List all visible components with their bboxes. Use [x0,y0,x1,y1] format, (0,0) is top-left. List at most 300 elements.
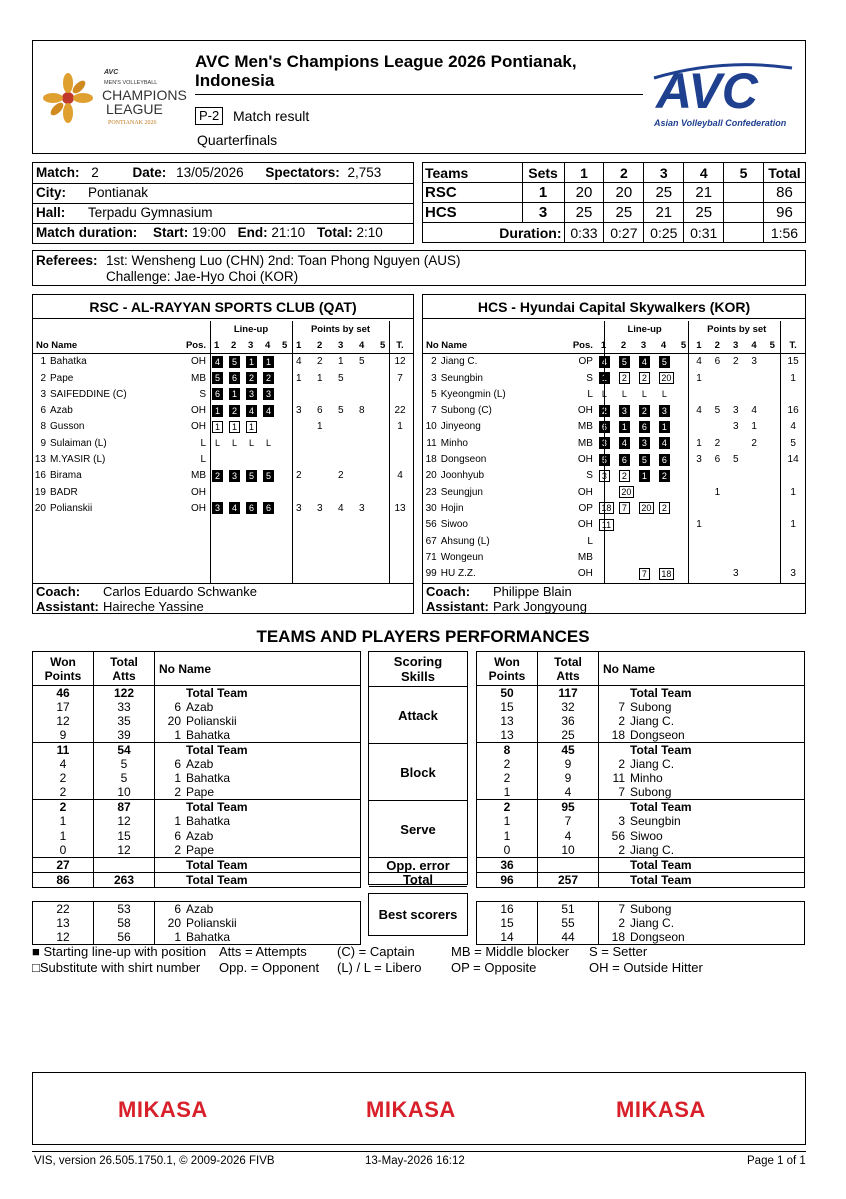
spectators-value: 2,753 [347,165,382,180]
lineup-cell: L [661,389,667,400]
city-label: City: [36,185,66,200]
date-label: Date: [132,165,167,180]
lineup-cell: 5 [212,372,223,384]
set-points [376,435,389,451]
set-points: 6 [317,405,323,417]
points-set-header: 3 [338,339,344,351]
set-points [747,370,765,386]
skill-label: Serve [369,801,467,858]
performance-row: 12 56 1 Bahatka [33,930,361,945]
end-value: 21:10 [271,225,306,240]
start-label: Start: [153,225,189,240]
performance-row: 13 25 18 Dongseon [477,728,805,743]
set-points [766,435,782,451]
player-total: 5 [790,437,796,449]
player-name: Joonhyub [440,470,485,482]
set-points [355,451,376,467]
lineup-cell: 4 [639,356,650,368]
set-points: 4 [696,356,702,368]
lineup-cell: 5 [229,356,240,368]
lineup-cell: 6 [229,372,240,384]
set-points [313,435,334,451]
performance-row: 1 4 56 Siwoo [477,828,805,842]
points-set-header: 1 [696,339,702,351]
assistant-name: Haireche Yassine [103,599,204,614]
lineup-cell: L [248,438,254,449]
set-points [376,370,389,386]
player-row [33,435,411,451]
set-points [692,419,710,435]
set-points [747,533,765,549]
set-points [729,484,747,500]
set-points [334,451,355,467]
player-position: OH [577,519,593,531]
player-number: 3 [40,388,46,400]
set-points [747,468,765,484]
lineup-cell: 5 [599,454,610,466]
city-value: Pontianak [88,185,149,200]
lineup-cell: 3 [263,388,274,400]
player-number: 19 [34,486,46,498]
player-name: Pape [50,372,74,384]
footer-version: VIS, version 26.505.1750.1, © 2009-2026 FIVB [34,1155,275,1167]
player-number: 16 [34,470,46,482]
set-points [313,386,334,402]
player-position: L [587,535,593,547]
set-points [292,484,313,500]
set-points [747,500,765,516]
player-number: 6 [40,405,46,417]
player-total: 1 [790,486,796,498]
match-label: Match: [36,165,80,180]
set-points: 2 [338,470,344,482]
skill-label: Total [369,872,467,887]
set-points: 6 [714,356,721,368]
title-divider [195,94,643,95]
player-position: MB [577,437,593,449]
player-row [423,354,805,370]
lineup-set-header: 4 [660,339,667,351]
lineup-cell: 1 [246,421,257,433]
performance-row: 13 58 20 Polianskii [33,916,361,930]
player-number: 7 [431,405,437,417]
lineup-cell: 6 [639,421,650,433]
player-total: 4 [790,421,796,433]
points-header: Points by set [310,323,371,335]
points-set-header: 2 [317,339,323,351]
svg-text:LEAGUE: LEAGUE [106,101,163,117]
performance-row: 0 10 2 Jiang C. [477,843,805,858]
right-performance-table: Won Points Total Atts No Name 50 117 Total Team 15 32 7 Subong 13 36 2 Jiang C. 13 25 18 Dongseon 8 45 Total Team 2 9 2 Jiang C. 2 9 11 Minho 1 4 7 Subong 2 95 Total Team 1 7 3 Seungbin 1 4 56 Siwoo 0 10 2 Jiang C. 36 Total Team 96 257 Total Team 16 51 7 Subong 15 55 2 Jiang C. 14 44 18 Dongseon [476,651,805,945]
player-name: Kyeongmin (L) [440,388,506,400]
set-points [376,354,389,370]
lineup-cell: L [214,438,220,449]
set-points: 5 [338,405,344,417]
lineup-cell: 4 [263,405,274,417]
lineup-cell: 4 [246,405,257,417]
player-row [423,419,805,435]
performance-row: 86 263 Total Team [33,872,361,887]
column-divider [688,321,689,583]
performance-row: 1 4 7 Subong [477,785,805,800]
player-position: L [200,437,206,449]
lineup-cell: 2 [619,470,630,482]
set-points [747,484,765,500]
player-total: 15 [787,356,799,368]
lineup-cell: 4 [599,356,610,368]
player-total [781,468,805,484]
player-total [389,451,411,467]
player-number: 23 [425,486,437,498]
lineup-set-header: 3 [640,339,647,351]
set-points: 4 [296,356,302,368]
set-points: 3 [751,356,757,368]
score-table [422,162,806,244]
lineup-cell: 6 [212,388,223,400]
player-name: Birama [50,470,82,482]
svg-text:AVC: AVC [656,63,758,119]
lineup-cell: 1 [639,470,650,482]
player-number: 99 [425,568,437,580]
set-points: 4 [751,405,757,417]
points-set-header: 3 [732,339,739,351]
performance-row: 1 12 1 Bahatka [33,814,361,828]
player-number: 13 [34,454,46,466]
player-row [33,484,411,500]
performance-row: 46 122 Total Team [33,686,361,701]
player-total: 16 [787,405,799,417]
set-points [692,565,710,581]
player-name: Azab [50,405,73,417]
set-points: 1 [317,372,323,384]
set-points [376,419,389,435]
player-total: 1 [397,421,403,433]
lineup-cell: 3 [599,470,610,482]
set-points [313,468,334,484]
lineup-cell: 1 [263,356,274,368]
set-points [313,484,334,500]
points-set-header: 5 [380,339,386,351]
set-points: 1 [696,437,702,449]
no-name-header: No Name [36,339,78,351]
set-points [292,386,313,402]
player-total: 1 [790,519,796,531]
player-position: OP [578,356,593,368]
page-title: AVC Men's Champions League 2026 Pontianak, Indonesia [195,52,577,90]
set-points [711,565,729,581]
points-set-header: 2 [714,339,720,351]
lineup-cell: 3 [246,388,257,400]
lineup-set-header: 3 [248,339,254,351]
set-points [334,386,355,402]
player-row [33,500,411,516]
player-number: 1 [40,356,46,368]
lineup-cell: 5 [263,470,274,482]
set-points: 2 [714,437,721,449]
duration-row: Duration: 0:33 0:27 0:25 0:31 1:56 [423,223,806,243]
player-position: OP [578,502,593,514]
set-points [376,386,389,402]
lineup-cell: 18 [599,502,614,514]
column-divider [292,321,293,583]
referees-label: Referees: [36,253,98,268]
lineup-cell: 3 [599,437,610,449]
player-name: Subong (C) [440,405,492,417]
player-row [423,533,805,549]
sponsor-logo-1: MIKASA [118,1097,208,1122]
champions-league-logo [38,60,188,135]
pos-header: Pos. [572,339,593,351]
player-position: L [200,454,206,466]
set-points [766,386,782,402]
performance-row: 15 32 7 Subong [477,700,805,714]
set-points [692,484,710,500]
player-row [33,370,411,386]
lineup-cell: 6 [619,454,630,466]
match-date: 13/05/2026 [176,165,244,180]
phase-label: Quarterfinals [197,132,278,148]
lineup-cell: 1 [599,372,610,384]
player-total: 4 [397,470,403,482]
set-points [766,354,782,370]
set-points: 5 [732,454,739,466]
team-b-name: HCS - Hyundai Capital Skywalkers (KOR) [423,295,805,319]
set-points [355,468,376,484]
player-row [423,484,805,500]
referees-line2: Challenge: Jae-Hyo Choi (KOR) [106,269,299,284]
performance-row: 13 36 2 Jiang C. [477,714,805,728]
set-points [747,386,765,402]
coach-name: Carlos Eduardo Schwanke [103,584,257,599]
player-row [33,451,411,467]
duration-label: Match duration: [36,225,138,240]
performance-row: 22 53 6 Azab [33,901,361,916]
column-divider [210,321,211,583]
skill-label: Block [369,744,467,801]
best-scorers-label: Best scorers [368,893,468,936]
player-number: 2 [40,372,46,384]
player-number: 20 [425,470,437,482]
performance-row: 4 5 6 Azab [33,757,361,771]
player-name: Seungjun [440,486,483,498]
svg-text:CHAMPIONS: CHAMPIONS [102,87,187,103]
total-header: T. [789,339,797,351]
lineup-cell: L [641,389,647,400]
lineup-cell: 2 [639,405,650,417]
performance-row: 1 15 6 Azab [33,828,361,842]
lineup-cell: 5 [639,454,650,466]
points-set-header: 5 [769,339,775,351]
start-value: 19:00 [192,225,226,240]
set-points [729,549,747,565]
set-points [747,565,765,581]
lineup-cell: 3 [212,502,223,514]
set-points [692,386,710,402]
player-position: L [587,388,593,400]
player-position: MB [191,470,206,482]
set-points: 1 [338,356,344,368]
set-points [334,419,355,435]
player-number: 67 [425,535,437,547]
player-row [423,386,805,402]
set-points: 8 [359,405,365,417]
skill-label: Attack [369,687,467,744]
player-total: 14 [787,454,799,466]
lineup-cell: L [621,389,627,400]
set-points [711,500,729,516]
set-points [692,533,710,549]
player-position: OH [577,568,593,580]
points-set-header: 4 [359,339,365,351]
lineup-cell: 2 [639,372,650,384]
lineup-cell: 3 [639,437,650,449]
total-value: 2:10 [356,225,383,240]
lineup-cell: 1 [229,388,240,400]
lineup-cell: 2 [212,470,223,482]
set-points [692,500,710,516]
lineup-cell: 2 [619,372,630,384]
pos-header: Pos. [185,339,206,351]
lineup-cell: 20 [639,502,654,514]
set-points [729,386,747,402]
set-points: 6 [714,454,721,466]
player-position: MB [191,372,206,384]
lineup-cell: L [601,389,607,400]
player-number: 30 [425,502,437,514]
player-position: OH [191,486,206,498]
lineup-cell: 1 [246,356,257,368]
player-position: S [586,372,593,384]
player-position: OH [577,405,593,417]
performance-row: 96 257 Total Team [477,872,805,887]
player-row [423,468,805,484]
doc-title: Match result [233,108,310,124]
player-number: 71 [425,551,437,563]
referees-line1: 1st: Wensheng Luo (CHN) 2nd: Toan Phong Nguyen (AUS) [106,253,461,268]
player-number: 10 [425,421,437,433]
column-divider [604,321,605,583]
lineup-header: Line-up [627,323,662,335]
player-position: OH [577,486,593,498]
footer-printed: 13-May-2026 16:12 [365,1155,465,1167]
player-row [423,517,805,533]
svg-text:PONTIANAK 2026: PONTIANAK 2026 [108,120,157,126]
total-label: Total: [316,225,353,240]
player-total: 22 [394,405,406,417]
set-points [355,370,376,386]
set-points [711,370,729,386]
set-points [355,386,376,402]
set-points [292,451,313,467]
set-points: 1 [317,421,323,433]
assistant-line: Assistant: Haireche Yassine [36,599,204,614]
player-name: Minho [440,437,468,449]
player-position: S [586,470,593,482]
set-points [747,451,765,467]
lineup-set-header: 4 [265,339,271,351]
player-number: 11 [426,437,437,449]
player-position: OH [577,454,593,466]
set-points [711,468,729,484]
set-points: 2 [296,470,302,482]
player-row [423,435,805,451]
set-points [711,549,729,565]
performance-row: 2 9 11 Minho [477,771,805,785]
set-points [292,435,313,451]
left-performance-table: Won Points Total Atts No Name 46 122 Total Team 17 33 6 Azab 12 35 20 Polianskii 9 39 1 Bahatka 11 54 Total Team 4 5 6 Azab 2 5 1 Bahatka 2 10 2 Pape 2 87 Total Team 1 12 1 Bahatka 1 15 6 Azab 0 12 2 Pape 27 Total Team 86 263 Total Team 22 53 6 Azab 13 58 20 Polianskii 12 56 1 Bahatka [32,651,361,945]
performance-row: 17 33 6 Azab [33,700,361,714]
set-points [747,549,765,565]
player-name: Gusson [50,421,85,433]
performance-row: 9 39 1 Bahatka [33,728,361,743]
lineup-cell: 1 [212,405,223,417]
player-total: 12 [394,356,406,368]
lineup-cell: 3 [229,470,240,482]
points-set-header: 4 [751,339,757,351]
set-points [376,484,389,500]
lineup-cell: 4 [619,437,630,449]
set-points [334,435,355,451]
set-points [355,484,376,500]
player-row [423,402,805,418]
performance-row: 8 45 Total Team [477,743,805,758]
set-points: 2 [317,356,323,368]
lineup-cell: 4 [659,437,670,449]
performance-row: 2 87 Total Team [33,800,361,815]
player-total [389,484,411,500]
set-points: 1 [696,372,702,384]
set-points [711,517,729,533]
scoring-skills-column: Scoring Skills Attack Block Serve Opp. error Total [368,651,468,885]
set-points: 3 [296,502,302,514]
set-points: 3 [359,502,365,514]
svg-text:AVC: AVC [104,69,119,76]
end-label: End: [237,225,268,240]
total-header: T. [396,339,404,351]
lineup-set-header: 2 [231,339,237,351]
score-header: Teams Sets 1 2 3 4 5 Total [423,163,806,183]
player-total: 13 [394,502,406,514]
hall-value: Terpadu Gymnasium [88,205,213,220]
set-points: 5 [359,356,365,368]
set-points: 4 [338,502,344,514]
performance-row: 1 7 3 Seungbin [477,814,805,828]
skill-label: Opp. error [369,858,467,873]
assistant-line: Assistant: Park Jongyoung [426,599,587,614]
set-points: 4 [696,405,702,417]
player-name: Jinyeong [440,421,481,433]
performance-row: 2 95 Total Team [477,800,805,815]
lineup-cell: 18 [659,568,674,580]
spectators-label: Spectators: [265,165,340,180]
points-header: Points by set [707,323,767,335]
performance-row: 12 35 20 Polianskii [33,714,361,728]
performance-row: 15 55 2 Jiang C. [477,916,805,930]
lineup-cell: 2 [246,372,257,384]
lineup-cell: 2 [659,502,670,514]
player-row [423,549,805,565]
set-points [376,468,389,484]
player-row [33,402,411,418]
player-number: 9 [40,437,46,449]
player-number: 56 [425,519,437,531]
player-total [781,533,805,549]
performance-left-table [32,651,361,945]
set-points: 5 [338,372,344,384]
coach-name: Philippe Blain [493,584,572,599]
player-number: 20 [34,502,46,514]
lineup-set-header: 1 [214,339,220,351]
